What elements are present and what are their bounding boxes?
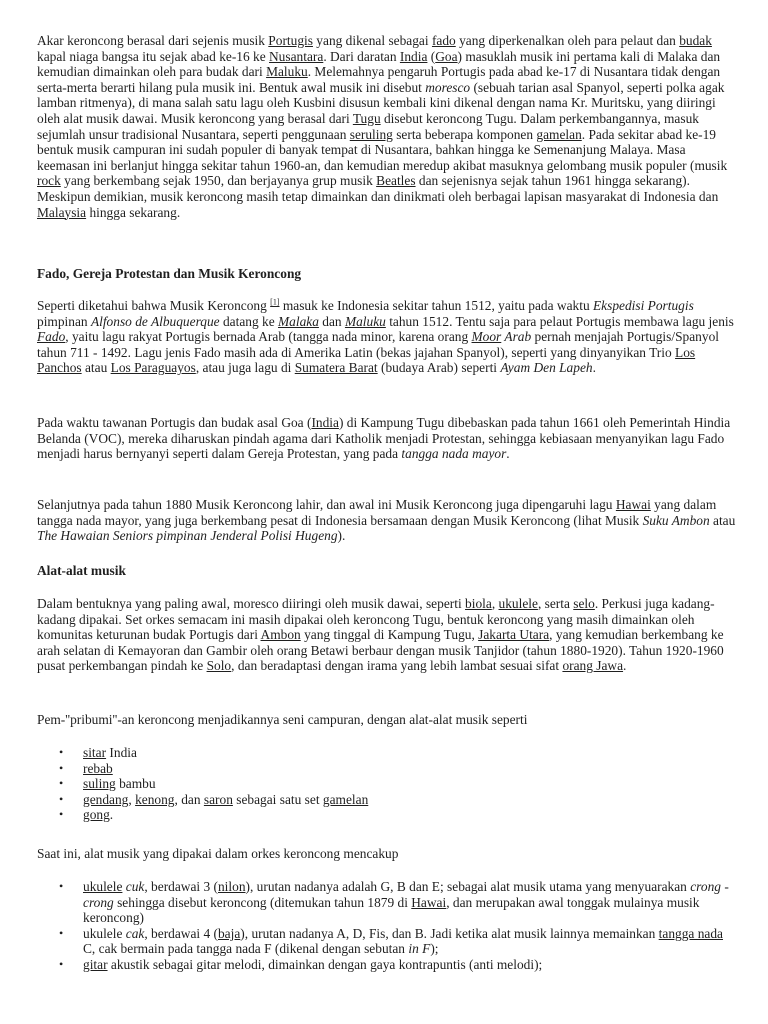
link-biola[interactable]: biola xyxy=(465,596,492,611)
italic-arab: Arab xyxy=(501,329,532,345)
italic-ayam-den-lapeh: Ayam Den Lapeh xyxy=(500,360,593,376)
list-item: • gendang, kenong, dan saron sebagai satu set gamelan xyxy=(37,792,737,808)
link-malaysia[interactable]: Malaysia xyxy=(37,204,87,220)
protestan-paragraph: Pada waktu tawanan Portugis dan budak asal Goa (India) di Kampung Tugu dibebaskan pada tahun 1661 oleh Pemerintah Hindia Belanda (VOC), mereka diharuskan pindah agama dari Katholik menjadi Protestan, sehingga kebiasaan menyanyikan lagu Fado menjadi harus bernyanyi seperti dalam Gereja Protestan, yang pada tangga nada mayor. xyxy=(37,415,731,462)
section-heading-fado: Fado, Gereja Protestan dan Musik Keroncong xyxy=(37,266,302,281)
link-budak[interactable]: budak xyxy=(679,33,712,48)
link-ukulele-2[interactable]: ukulele xyxy=(83,879,123,894)
fado-paragraph: Seperti diketahui bahwa Musik Keroncong [1] masuk ke Indonesia sekitar tahun 1512, yaitu pada waktu Ekspedisi Portugis pimpinan Alfonso de Albuquerque datang ke Malaka dan Maluku tahun 1512. Tentu saja para pelaut Portugis membawa lagu jenis Fado, yaitu lagu rakyat Portugis bernada Arab (tangga nada minor, karena orang Moor Arab pernah menjajah Portugis/Spanyol tahun 711 - 1492. Lagu jenis Fado masih ada di Amerika Latin (bekas jajahan Spanyol), seperti yang dinyanyikan Trio Los Panchos atau Los Paraguayos, atau juga lagu di Sumatera Barat (budaya Arab) seperti Ayam Den Lapeh. xyxy=(37,297,734,376)
link-los-panchos[interactable]: Los Panchos xyxy=(37,344,696,376)
alat-musik-paragraph: Dalam bentuknya yang paling awal, moresco diiringi oleh musik dawai, seperti biola, ukulele, serta selo. Perkusi juga kadang-kadang dipakai. Set orkes semacam ini masih dipakai oleh keroncong Tugu, bentuk keroncong yang masih dimainkan oleh komunitas keturunan budak Portugis dari Ambon yang tinggal di Kampung Tugu, Jakarta Utara, yang kemudian berkembang ke arah selatan di Kemayoran dan Gambir oleh orang Betawi berbaur dengan musik Tanjidor (tahun 1880-1920). Tahun 1920-1960 pusat perkembangan pindah ke Solo, dan beradaptasi dengan irama yang lebih lambat sesuai sifat orang Jawa. xyxy=(37,596,724,674)
italic-moresco: moresco xyxy=(425,79,471,95)
keroncong-lahir-paragraph: Selanjutnya pada tahun 1880 Musik Keroncong lahir, dan awal ini Musik Keroncong juga dipengaruhi lagu Hawai yang dalam tangga nada mayor, yang juga berkembang pesat di Indonesia bersamaan dengan Musik Keroncong (lihat Musik Suku Ambon atau The Hawaian Seniors pimpinan Jenderal Polisi Hugeng). xyxy=(37,497,736,544)
italic-albuquerque: Alfonso de Albuquerque xyxy=(90,313,220,329)
instrument-list xyxy=(37,745,737,823)
link-seruling[interactable]: seruling xyxy=(349,126,393,142)
list-item: • sitar India xyxy=(37,745,737,761)
link-rock[interactable]: rock xyxy=(37,173,61,189)
italic-tangga-nada-mayor: tangga nada mayor xyxy=(401,446,507,462)
link-nusantara[interactable]: Nusantara xyxy=(269,48,324,64)
link-gendang[interactable]: gendang xyxy=(83,791,129,807)
link-rebab[interactable]: rebab xyxy=(83,760,113,776)
footnote-ref-1[interactable]: [1] xyxy=(270,297,280,307)
saat-ini-paragraph: Saat ini, alat musik yang dipakai dalam orkes keroncong mencakup xyxy=(37,846,399,861)
link-gamelan[interactable]: gamelan xyxy=(536,126,582,142)
link-saron[interactable]: saron xyxy=(203,791,233,807)
link-malaka[interactable]: Malaka xyxy=(278,313,319,329)
link-jakarta-utara[interactable]: Jakarta Utara xyxy=(478,627,550,643)
link-gitar[interactable]: gitar xyxy=(83,956,108,972)
link-hawai-2[interactable]: Hawai xyxy=(411,894,447,910)
italic-hawaian-seniors: The Hawaian Seniors pimpinan Jenderal Polisi Hugeng xyxy=(37,528,338,544)
link-tugu[interactable]: Tugu xyxy=(352,110,381,126)
link-india[interactable]: India xyxy=(399,48,428,64)
link-maluku-2[interactable]: Maluku xyxy=(344,313,386,329)
link-los-paraguayos[interactable]: Los Paraguayos xyxy=(110,360,196,376)
link-fado-2[interactable]: Fado xyxy=(37,329,66,345)
link-moor[interactable]: Moor xyxy=(471,329,502,345)
link-ukulele[interactable]: ukulele xyxy=(498,596,538,611)
link-portugis[interactable]: Portugis xyxy=(268,33,313,48)
pribumi-paragraph: Pem-''pribumi''-an keroncong menjadikannya seni campuran, dengan alat-alat musik seperti xyxy=(37,712,528,727)
link-gong[interactable]: gong xyxy=(83,807,110,823)
link-tangga-nada[interactable]: tangga nada xyxy=(658,925,723,941)
italic-suku-ambon: Suku Ambon xyxy=(642,512,710,528)
link-solo[interactable]: Solo xyxy=(206,658,232,674)
list-item: • ukulele cuk, berdawai 3 (nilon), urutan nadanya adalah G, B dan E; sebagai alat musik utama yang menyuarakan crong - crong sehingga disebut keroncong (ditemukan tahun 1879 di Hawai, dan merupakan awal tonggak mulainya musik keroncong) xyxy=(37,879,737,926)
link-beatles[interactable]: Beatles xyxy=(376,173,416,189)
link-kenong[interactable]: kenong xyxy=(135,791,175,807)
list-item: • gitar akustik sebagai gitar melodi, dimainkan dengan gaya kontrapuntis (anti melodi); xyxy=(37,957,737,973)
link-ambon[interactable]: Ambon xyxy=(260,627,301,643)
intro-paragraph: Akar keroncong berasal dari sejenis musik Portugis yang dikenal sebagai fado yang diperkenalkan oleh para pelaut dan budak kapal niaga bangsa itu sejak abad ke-16 ke Nusantara. Dari daratan India (Goa) masuklah musik ini pertama kali di Malaka dan kemudian dimainkan oleh para budak dari Maluku. Melemahnya pengaruh Portugis pada abad ke-17 di Nusantara tidak dengan serta-merta berarti hilang pula musik ini. Bentuk awal musik ini disebut moresco (sebuah tarian asal Spanyol, seperti polka agak lamban ritmenya), di mana salah satu lagu oleh Kusbini disusun kembali kini dikenal dengan nama Kr. Muritsku, yang diiringi oleh alat musik dawai. Musik keroncong yang berasal dari Tugu disebut keroncong Tugu. Dalam perkembangannya, masuk sejumlah unsur tradisional Nusantara, seperti penggunaan seruling serta beberapa komponen gamelan. Pada sekitar abad ke-19 bentuk musik campuran ini sudah populer di banyak tempat di Nusantara, bahkan hingga ke Semenanjung Malaya. Masa keemasan ini berlanjut hingga sekitar tahun 1960-an, dan kemudian meredup akibat masuknya gelombang musik populer (musik rock yang berkembang sejak 1950, dan berjayanya grup musik Beatles dan sejenisnya sejak tahun 1961 hingga sekarang). Meskipun demikian, musik keroncong masih tetap dimainkan dan dinikmati oleh berbagai lapisan masyarakat di Indonesia dan Malaysia hingga sekarang. xyxy=(37,33,728,220)
link-orang-jawa[interactable]: orang Jawa xyxy=(562,658,624,674)
link-maluku[interactable]: Maluku xyxy=(266,64,308,80)
list-item: • gong. xyxy=(37,807,737,823)
list-item: • ukulele cak, berdawai 4 (baja), urutan nadanya A, D, Fis, dan B. Jadi ketika alat musik lainnya memainkan tangga nada C, cak bermain pada tangga nada F (dikenal dengan sebutan in F); xyxy=(37,926,737,957)
link-suling[interactable]: suling xyxy=(83,776,116,792)
list-item xyxy=(37,761,737,777)
section-heading-alat-musik: Alat-alat musik xyxy=(37,563,126,578)
link-baja[interactable]: baja xyxy=(217,925,241,941)
modern-instrument-list xyxy=(37,879,737,973)
italic-ekspedisi-portugis: Ekspedisi Portugis xyxy=(592,298,694,313)
list-item: • suling bambu xyxy=(37,776,737,792)
link-hawai[interactable]: Hawai xyxy=(615,497,651,512)
link-fado[interactable]: fado xyxy=(431,33,456,48)
link-selo[interactable]: selo xyxy=(573,596,595,611)
link-goa[interactable]: Goa xyxy=(435,48,458,64)
link-sumatera-barat[interactable]: Sumatera Barat xyxy=(294,360,378,376)
link-gamelan-2[interactable]: gamelan xyxy=(322,791,369,807)
link-sitar[interactable]: sitar xyxy=(83,745,107,760)
link-nilon[interactable]: nilon xyxy=(217,879,246,894)
link-india-2[interactable]: India xyxy=(311,415,339,430)
